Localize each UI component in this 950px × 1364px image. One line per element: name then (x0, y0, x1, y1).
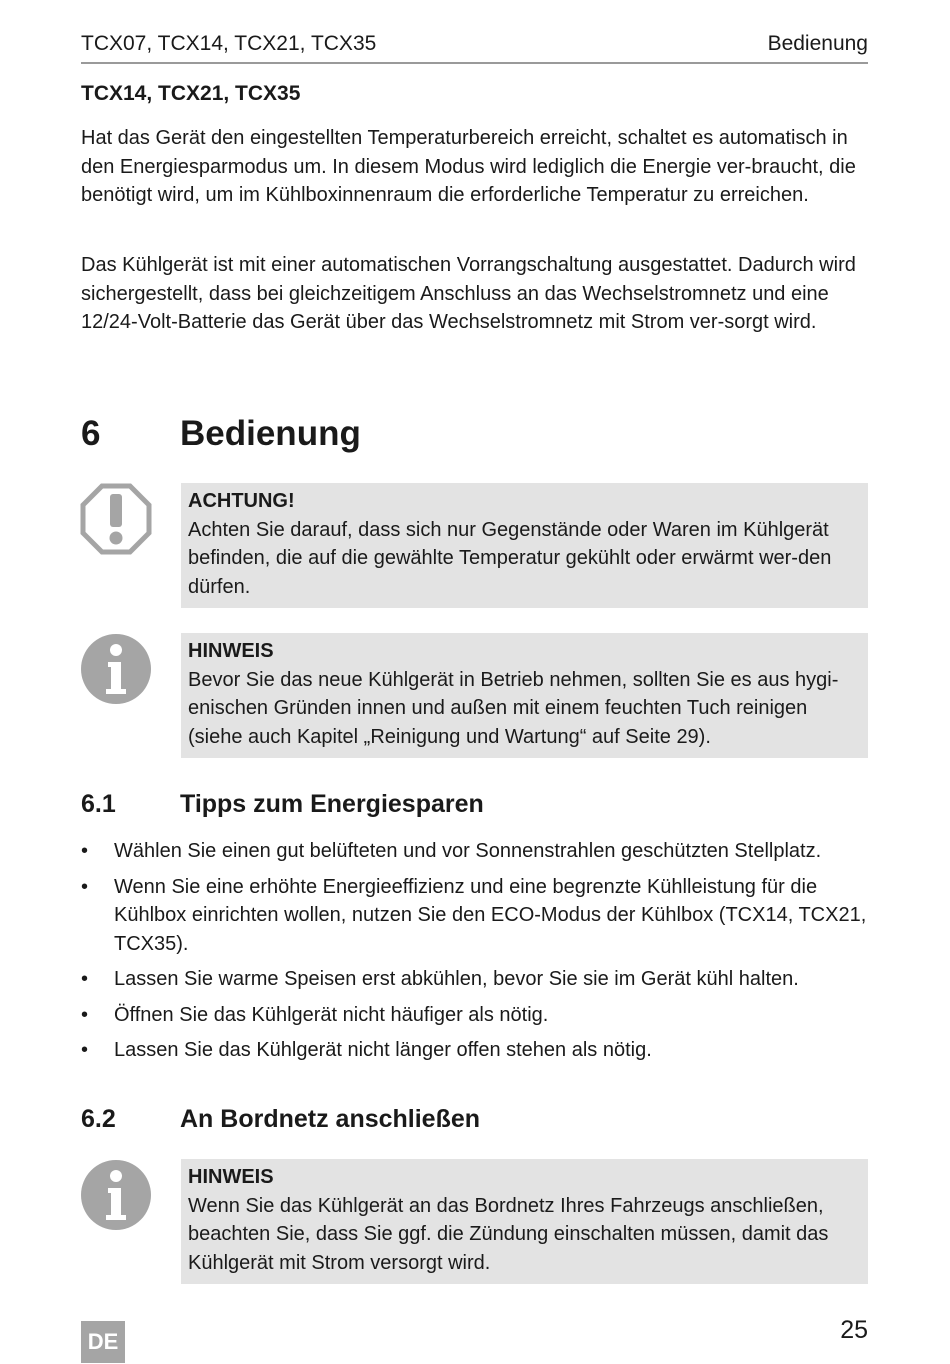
energy-tips-list (81, 837, 868, 1072)
section-6-2-number: 6.2 (81, 1105, 116, 1133)
intro-paragraph-2: Das Kühlgerät ist mit einer automatischen Vorrangschaltung ausgestattet. Dadurch wird sichergestellt, dass bei gleichzeitigem Anschluss an das Wechselstromnetz und eine 12/24-Volt-Batterie das Gerät über das Wechselstromnetz mit Strom ver-sorgt wird. (81, 254, 856, 333)
caution-title: ACHTUNG! (188, 490, 295, 512)
list-item: • Öffnen Sie das Kühlgerät nicht häufiger als nötig. (81, 1003, 549, 1026)
section-6-1-number: 6.1 (81, 790, 116, 818)
list-item: • Wenn Sie eine erhöhte Energieeffizienz und eine begrenzte Kühlleistung für die Kühlbox einrichten wollen, nutzen Sie den ECO-Modus der Kühlbox (TCX14, TCX21, TCX35). (81, 875, 867, 955)
hinweis-2-text: Wenn Sie das Kühlgerät an das Bordnetz Ihres Fahrzeugs anschließen, beachten Sie, dass Sie ggf. die Zündung einschalten müssen, damit das Kühlgerät mit Strom versorgt wird. (188, 1194, 829, 1274)
hinweis-notice-2 (181, 1159, 868, 1284)
caution-notice (181, 483, 868, 608)
list-item: • Wählen Sie einen gut belüfteten und vor Sonnenstrahlen geschützten Stellplatz. (81, 840, 822, 862)
models-subheading: TCX14, TCX21, TCX35 (81, 82, 301, 105)
list-item: • Lassen Sie warme Speisen erst abkühlen, bevor Sie sie im Gerät kühl halten. (81, 968, 799, 990)
info-icon (80, 633, 152, 705)
hinweis-1-title: HINWEIS (188, 640, 274, 662)
list-item-text: Öffnen Sie das Kühlgerät nicht häufiger als nötig. (114, 1003, 549, 1026)
hinweis-1-text: Bevor Sie das neue Kühlgerät in Betrieb nehmen, sollten Sie es aus hygi-enischen Gründen innen und außen mit einem feuchten Tuch reinigen (siehe auch Kapitel „Reinigung und Wartung“ auf Seite 29). (188, 668, 839, 748)
intro-paragraph-1: Hat das Gerät den eingestellten Temperaturbereich erreicht, schaltet es automatisch in den Energiesparmodus um. In diesem Modus wird lediglich die Energie ver-braucht, die benötigt wird, um im Kühlboxinnenraum die erforderliche Temperatur zu erreichen. (81, 127, 856, 206)
list-item-text: Lassen Sie das Kühlgerät nicht länger offen stehen als nötig. (114, 1039, 652, 1061)
section-6-1-title: Tipps zum Energiesparen (180, 790, 484, 818)
chapter-number: 6 (81, 414, 101, 453)
section-6-2-title: An Bordnetz anschließen (180, 1105, 481, 1133)
warning-octagon-icon (80, 483, 152, 555)
header-chapter: Bedienung (767, 32, 868, 55)
chapter-title: Bedienung (180, 414, 361, 453)
hinweis-2-title: HINWEIS (188, 1166, 274, 1188)
info-icon (80, 1159, 152, 1231)
hinweis-notice-1 (181, 633, 868, 758)
caution-text: Achten Sie darauf, dass sich nur Gegenstände oder Waren im Kühlgerät befinden, die auf die gewählte Temperatur gekühlt oder erwärmt wer-den dürfen. (188, 518, 832, 598)
list-item: • Lassen Sie das Kühlgerät nicht länger offen stehen als nötig. (81, 1039, 652, 1061)
list-item-text: Lassen Sie warme Speisen erst abkühlen, bevor Sie sie im Gerät kühl halten. (114, 968, 799, 990)
page-number: 25 (840, 1316, 868, 1344)
language-badge: DE (81, 1321, 125, 1363)
page-header (81, 30, 868, 64)
list-item-text: Wenn Sie eine erhöhte Energieeffizienz und eine begrenzte Kühlleistung für die Kühlbox einrichten wollen, nutzen Sie den ECO-Modus der Kühlbox (TCX14, TCX21, TCX35). (114, 875, 867, 955)
header-models: TCX07, TCX14, TCX21, TCX35 (81, 32, 377, 55)
list-item-text: Wählen Sie einen gut belüfteten und vor Sonnenstrahlen geschützten Stellplatz. (114, 840, 822, 862)
